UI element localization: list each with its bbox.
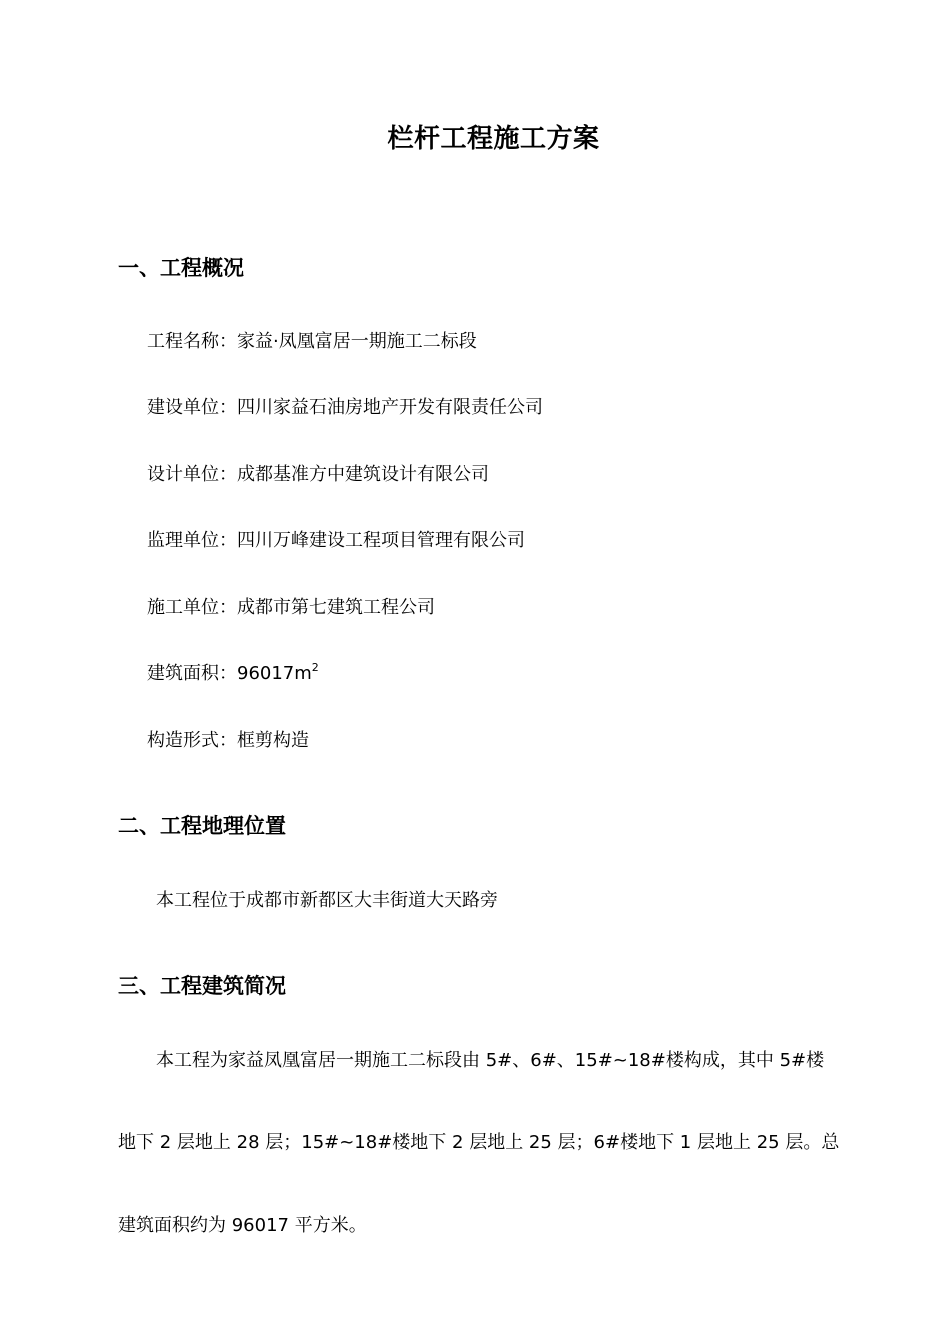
field-value: 成都市第七建筑工程公司 xyxy=(237,597,435,618)
section3-heading: 三、工程建筑简况 xyxy=(118,974,286,998)
field-label: 工程名称： xyxy=(147,331,237,352)
field-developer xyxy=(147,393,543,419)
field-label: 建设单位： xyxy=(147,397,237,418)
section2-heading: 二、工程地理位置 xyxy=(118,814,286,838)
field-building-area xyxy=(147,659,319,685)
field-structure-type xyxy=(147,726,309,752)
field-value: 四川家益石油房地产开发有限责任公司 xyxy=(237,397,543,418)
section3-line-1: 本工程为家益凤凰富居一期施工二标段由 5#、6#、15#~18#楼构成，其中 5#楼 xyxy=(156,1050,825,1071)
field-label: 监理单位： xyxy=(147,530,237,551)
section3-line-2: 地下 2 层地上 28 层；15#~18#楼地下 2 层地上 25 层；6#楼地下 1 层地上 25 层。总 xyxy=(118,1132,840,1153)
section1-heading: 一、工程概况 xyxy=(118,256,244,280)
field-label: 设计单位： xyxy=(147,464,237,485)
field-value: 框剪构造 xyxy=(237,730,309,751)
field-value-superscript: 2 xyxy=(311,661,319,674)
field-designer xyxy=(147,460,489,486)
field-label: 构造形式： xyxy=(147,730,237,751)
field-project-name xyxy=(147,327,477,353)
section3-line-3: 建筑面积约为 96017 平方米。 xyxy=(118,1215,367,1236)
field-value: 成都基准方中建筑设计有限公司 xyxy=(237,464,489,485)
field-value: 96017m xyxy=(237,663,312,684)
document-title: 栏杆工程施工方案 xyxy=(387,124,600,154)
section2-text: 本工程位于成都市新都区大丰街道大天路旁 xyxy=(156,890,498,911)
field-contractor xyxy=(147,593,435,619)
field-value: 家益·凤凰富居一期施工二标段 xyxy=(237,331,477,352)
field-value: 四川万峰建设工程项目管理有限公司 xyxy=(237,530,525,551)
field-label: 建筑面积： xyxy=(147,663,237,684)
field-label: 施工单位： xyxy=(147,597,237,618)
field-supervisor xyxy=(147,526,525,552)
